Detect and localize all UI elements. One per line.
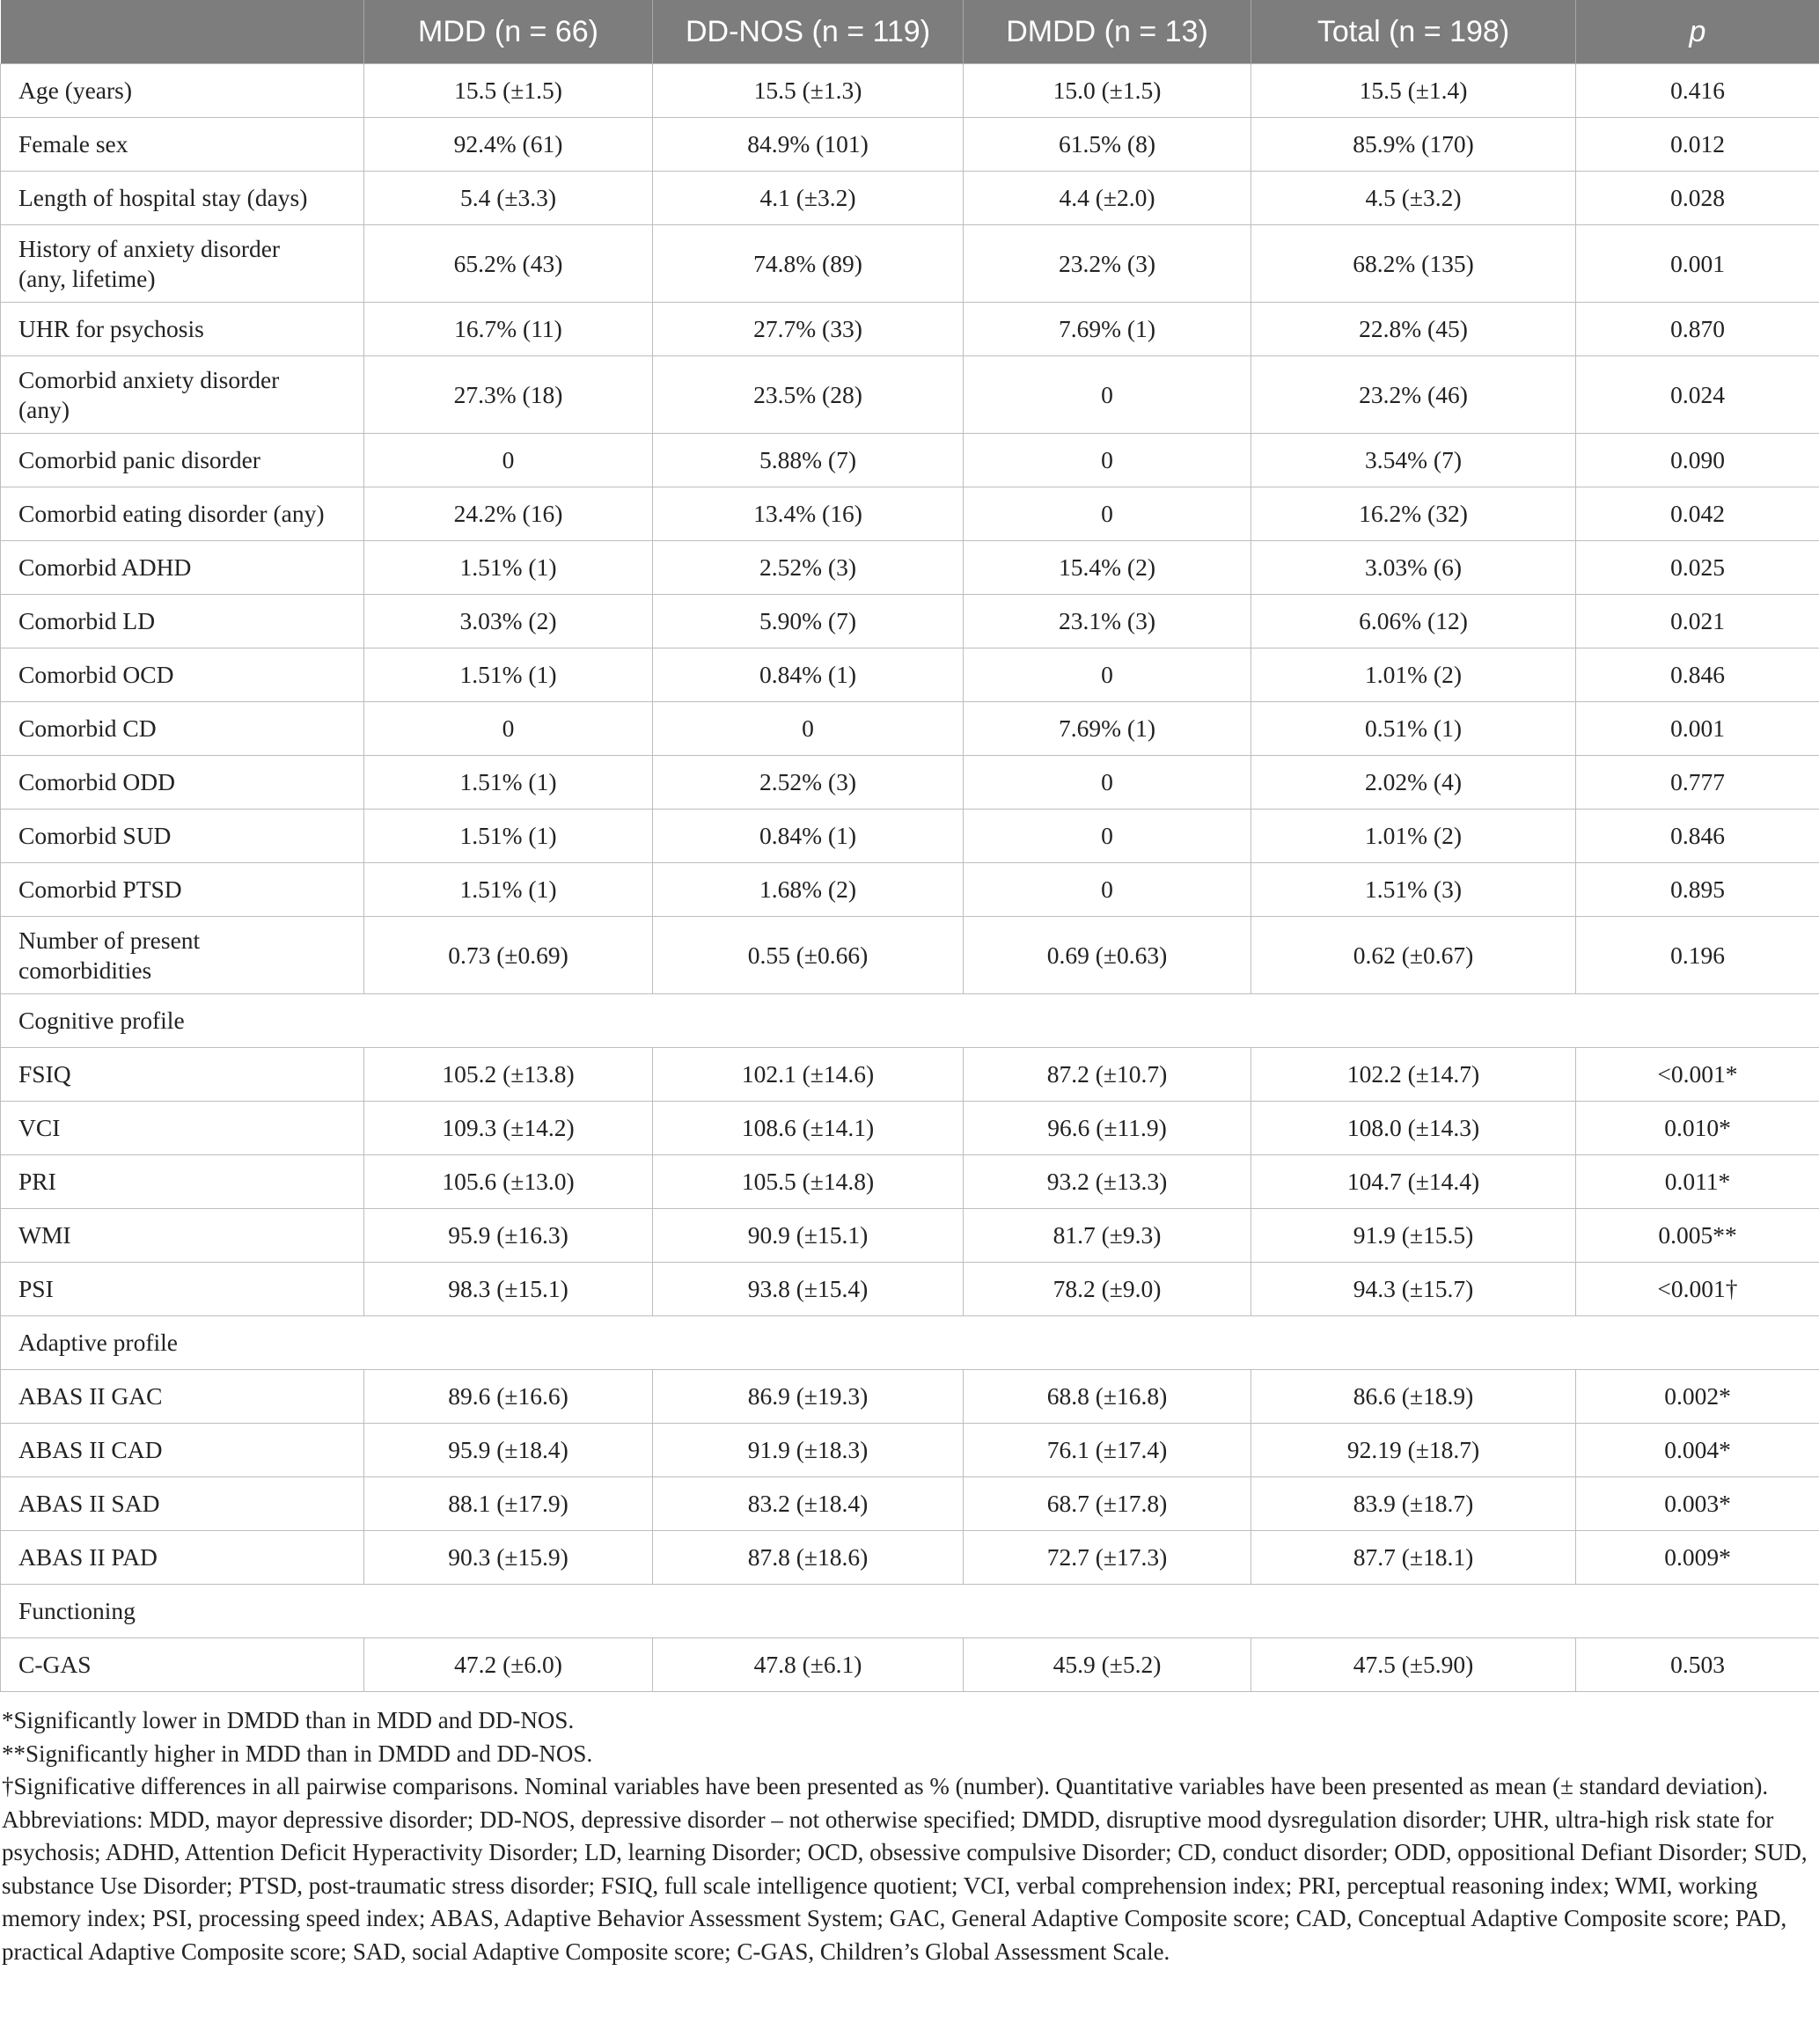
row-label: PSI [1,1263,364,1316]
value-cell: 1.51% (3) [1251,863,1576,917]
value-cell: 68.8 (±16.8) [964,1370,1251,1424]
value-cell: 68.7 (±17.8) [964,1477,1251,1531]
row-label: Comorbid eating disorder (any) [1,487,364,541]
table-row [1,917,1819,994]
value-cell: 105.5 (±14.8) [653,1155,964,1209]
table-row [1,810,1819,863]
value-cell: 87.7 (±18.1) [1251,1531,1576,1585]
table-row [1,1209,1819,1263]
value-cell: 47.2 (±6.0) [364,1638,653,1692]
row-label: FSIQ [1,1048,364,1102]
footnote: *Significantly lower in DMDD than in MDD and DD-NOS. [2,1707,575,1733]
p-value-cell: 0.025 [1576,541,1819,595]
value-cell: 23.2% (3) [964,225,1251,303]
row-label: Comorbid SUD [1,810,364,863]
value-cell: 92.19 (±18.7) [1251,1424,1576,1477]
value-cell: 3.03% (2) [364,595,653,648]
row-label: C-GAS [1,1638,364,1692]
p-value-cell: 0.003* [1576,1477,1819,1531]
value-cell: 86.6 (±18.9) [1251,1370,1576,1424]
row-label-line: comorbidities [18,956,152,984]
row-label: ABAS II SAD [1,1477,364,1531]
row-label-line: Comorbid anxiety disorder [18,365,280,393]
section-heading: Functioning [1,1585,1819,1638]
value-cell: 78.2 (±9.0) [964,1263,1251,1316]
header-cell-ddnos: DD-NOS (n = 119) [653,0,964,64]
table-header-row [1,0,1819,64]
header-cell-dmdd: DMDD (n = 13) [964,0,1251,64]
value-cell: 0 [653,702,964,756]
table-row [1,1102,1819,1155]
value-cell: 0 [964,434,1251,487]
value-cell: 83.9 (±18.7) [1251,1477,1576,1531]
value-cell: 0 [364,434,653,487]
row-label: ABAS II PAD [1,1531,364,1585]
value-cell: 0 [964,356,1251,434]
p-value-cell: 0.028 [1576,172,1819,225]
table-row [1,1048,1819,1102]
value-cell: 72.7 (±17.3) [964,1531,1251,1585]
value-cell: 1.51% (1) [364,648,653,702]
value-cell: 91.9 (±18.3) [653,1424,964,1477]
value-cell: 102.1 (±14.6) [653,1048,964,1102]
value-cell: 6.06% (12) [1251,595,1576,648]
value-cell: 91.9 (±15.5) [1251,1209,1576,1263]
p-value-cell: 0.004* [1576,1424,1819,1477]
value-cell: 22.8% (45) [1251,303,1576,356]
value-cell: 4.4 (±2.0) [964,172,1251,225]
value-cell: 1.01% (2) [1251,648,1576,702]
value-cell: 23.5% (28) [653,356,964,434]
table-row [1,1638,1819,1692]
row-label-line: History of anxiety disorder [18,234,281,262]
p-value-cell: 0.024 [1576,356,1819,434]
table-row [1,648,1819,702]
value-cell: 23.1% (3) [964,595,1251,648]
p-value-cell: <0.001† [1576,1263,1819,1316]
value-cell: 23.2% (46) [1251,356,1576,434]
p-value-cell: 0.001 [1576,225,1819,303]
value-cell: 15.5 (±1.3) [653,64,964,118]
value-cell: 108.6 (±14.1) [653,1102,964,1155]
value-cell: 2.52% (3) [653,541,964,595]
row-label-line: (any) [18,395,70,423]
table-row [1,225,1819,303]
table-row [1,702,1819,756]
p-value-cell: <0.001* [1576,1048,1819,1102]
value-cell: 0 [964,756,1251,810]
value-cell: 1.51% (1) [364,810,653,863]
p-value-cell: 0.042 [1576,487,1819,541]
value-cell: 88.1 (±17.9) [364,1477,653,1531]
value-cell: 27.7% (33) [653,303,964,356]
row-label: ABAS II CAD [1,1424,364,1477]
row-label: Comorbid ADHD [1,541,364,595]
row-label: ABAS II GAC [1,1370,364,1424]
value-cell: 98.3 (±15.1) [364,1263,653,1316]
value-cell: 1.68% (2) [653,863,964,917]
value-cell: 105.2 (±13.8) [364,1048,653,1102]
value-cell: 93.8 (±15.4) [653,1263,964,1316]
table-row [1,541,1819,595]
table-row [1,434,1819,487]
value-cell: 93.2 (±13.3) [964,1155,1251,1209]
value-cell: 16.7% (11) [364,303,653,356]
section-row [1,1585,1819,1638]
p-value-cell: 0.895 [1576,863,1819,917]
value-cell: 7.69% (1) [964,303,1251,356]
row-label: UHR for psychosis [1,303,364,356]
value-cell: 15.5 (±1.4) [1251,64,1576,118]
p-value-cell: 0.777 [1576,756,1819,810]
row-label: VCI [1,1102,364,1155]
value-cell: 68.2% (135) [1251,225,1576,303]
table-row [1,1424,1819,1477]
value-cell: 13.4% (16) [653,487,964,541]
value-cell: 1.51% (1) [364,756,653,810]
value-cell: 15.4% (2) [964,541,1251,595]
value-cell: 4.5 (±3.2) [1251,172,1576,225]
p-value-cell: 0.090 [1576,434,1819,487]
value-cell: 104.7 (±14.4) [1251,1155,1576,1209]
row-label: Comorbid LD [1,595,364,648]
p-value-cell: 0.005** [1576,1209,1819,1263]
abbreviations-note: Abbreviations: MDD, mayor depressive disorder; DD-NOS, depressive disorder – not otherwise specified; DMDD, disruptive mood dysregulation disorder; UHR, ultra-high risk state for psychosis; ADHD, Attention Deficit Hyperactivity Disorder; LD, learning Disorder; OCD, obsessive compulsive Disorder; CD, conduct disorder; ODD, oppositional Defiant Disorder; SUD, substance Use Disorder; PTSD, post-traumatic stress disorder; FSIQ, full scale intelligence quotient; VCI, verbal comprehension index; PRI, perceptual reasoning index; WMI, working memory index; PSI, processing speed index; ABAS, Adaptive Behavior Assessment System; GAC, General Adaptive Composite score; CAD, Conceptual Adaptive Composite score; PAD, practical Adaptive Composite score; SAD, social Adaptive Composite score; C-GAS, Children’s Global Assessment Scale. [2,1806,1808,1965]
value-cell: 108.0 (±14.3) [1251,1102,1576,1155]
value-cell: 0.73 (±0.69) [364,917,653,994]
value-cell: 0.84% (1) [653,648,964,702]
value-cell: 87.8 (±18.6) [653,1531,964,1585]
row-label: Age (years) [1,64,364,118]
table-row [1,118,1819,172]
value-cell: 2.02% (4) [1251,756,1576,810]
value-cell: 2.52% (3) [653,756,964,810]
value-cell: 47.5 (±5.90) [1251,1638,1576,1692]
value-cell: 76.1 (±17.4) [964,1424,1251,1477]
header-cell-p: p [1576,0,1819,64]
value-cell: 95.9 (±18.4) [364,1424,653,1477]
p-value-cell: 0.196 [1576,917,1819,994]
value-cell: 92.4% (61) [364,118,653,172]
value-cell: 74.8% (89) [653,225,964,303]
value-cell: 0.62 (±0.67) [1251,917,1576,994]
value-cell: 0 [964,487,1251,541]
p-value-cell: 0.009* [1576,1531,1819,1585]
table-row [1,356,1819,434]
value-cell: 86.9 (±19.3) [653,1370,964,1424]
value-cell: 1.51% (1) [364,863,653,917]
row-label: PRI [1,1155,364,1209]
p-value-cell: 0.503 [1576,1638,1819,1692]
table-row [1,1155,1819,1209]
row-label: Comorbid PTSD [1,863,364,917]
p-value-cell: 0.011* [1576,1155,1819,1209]
row-label: Female sex [1,118,364,172]
value-cell: 47.8 (±6.1) [653,1638,964,1692]
table-row [1,303,1819,356]
value-cell: 3.54% (7) [1251,434,1576,487]
value-cell: 16.2% (32) [1251,487,1576,541]
value-cell: 89.6 (±16.6) [364,1370,653,1424]
value-cell: 109.3 (±14.2) [364,1102,653,1155]
row-label [1,917,364,994]
row-label-line: (any, lifetime) [18,264,156,292]
value-cell: 65.2% (43) [364,225,653,303]
value-cell: 27.3% (18) [364,356,653,434]
value-cell: 5.88% (7) [653,434,964,487]
value-cell: 83.2 (±18.4) [653,1477,964,1531]
value-cell: 0 [964,648,1251,702]
value-cell: 0 [964,863,1251,917]
value-cell: 87.2 (±10.7) [964,1048,1251,1102]
row-label-line: Number of present [18,926,201,954]
row-label [1,356,364,434]
value-cell: 45.9 (±5.2) [964,1638,1251,1692]
table-row [1,1477,1819,1531]
value-cell: 24.2% (16) [364,487,653,541]
value-cell: 105.6 (±13.0) [364,1155,653,1209]
value-cell: 5.90% (7) [653,595,964,648]
value-cell: 81.7 (±9.3) [964,1209,1251,1263]
section-row [1,1316,1819,1370]
table-row [1,64,1819,118]
table-footnotes [0,1692,1810,1968]
footnote: **Significantly higher in MDD than in DMDD and DD-NOS. [2,1740,593,1767]
value-cell: 4.1 (±3.2) [653,172,964,225]
value-cell: 84.9% (101) [653,118,964,172]
header-cell-total: Total (n = 198) [1251,0,1576,64]
p-value-cell: 0.012 [1576,118,1819,172]
value-cell: 0.69 (±0.63) [964,917,1251,994]
value-cell: 0.51% (1) [1251,702,1576,756]
value-cell: 7.69% (1) [964,702,1251,756]
value-cell: 0 [964,810,1251,863]
table-row [1,1370,1819,1424]
header-cell-mdd: MDD (n = 66) [364,0,653,64]
p-value-cell: 0.846 [1576,810,1819,863]
p-value-cell: 0.846 [1576,648,1819,702]
value-cell: 85.9% (170) [1251,118,1576,172]
value-cell: 94.3 (±15.7) [1251,1263,1576,1316]
value-cell: 15.5 (±1.5) [364,64,653,118]
value-cell: 1.51% (1) [364,541,653,595]
value-cell: 95.9 (±16.3) [364,1209,653,1263]
row-label: Comorbid ODD [1,756,364,810]
row-label: Comorbid CD [1,702,364,756]
table-row [1,487,1819,541]
section-heading: Adaptive profile [1,1316,1819,1370]
row-label: Comorbid OCD [1,648,364,702]
row-label: Length of hospital stay (days) [1,172,364,225]
table-row [1,172,1819,225]
value-cell: 90.3 (±15.9) [364,1531,653,1585]
section-row [1,994,1819,1048]
value-cell: 96.6 (±11.9) [964,1102,1251,1155]
value-cell: 15.0 (±1.5) [964,64,1251,118]
row-label: WMI [1,1209,364,1263]
value-cell: 3.03% (6) [1251,541,1576,595]
value-cell: 0 [364,702,653,756]
value-cell: 0.84% (1) [653,810,964,863]
value-cell: 61.5% (8) [964,118,1251,172]
p-value-cell: 0.001 [1576,702,1819,756]
footnote: †Significative differences in all pairwise comparisons. Nominal variables have been presented as % (number). Quantitative variables have been presented as mean (± standard deviation). [2,1773,1769,1799]
p-value-cell: 0.416 [1576,64,1819,118]
p-value-cell: 0.002* [1576,1370,1819,1424]
table-body [1,64,1819,1692]
p-value-cell: 0.870 [1576,303,1819,356]
table-row [1,863,1819,917]
table-row [1,1531,1819,1585]
value-cell: 0.55 (±0.66) [653,917,964,994]
value-cell: 90.9 (±15.1) [653,1209,964,1263]
p-value-cell: 0.010* [1576,1102,1819,1155]
row-label: Comorbid panic disorder [1,434,364,487]
table-row [1,756,1819,810]
p-value-cell: 0.021 [1576,595,1819,648]
section-heading: Cognitive profile [1,994,1819,1048]
row-label [1,225,364,303]
header-cell-variable [1,0,364,64]
table-row [1,1263,1819,1316]
value-cell: 5.4 (±3.3) [364,172,653,225]
value-cell: 1.01% (2) [1251,810,1576,863]
table-row [1,595,1819,648]
value-cell: 102.2 (±14.7) [1251,1048,1576,1102]
